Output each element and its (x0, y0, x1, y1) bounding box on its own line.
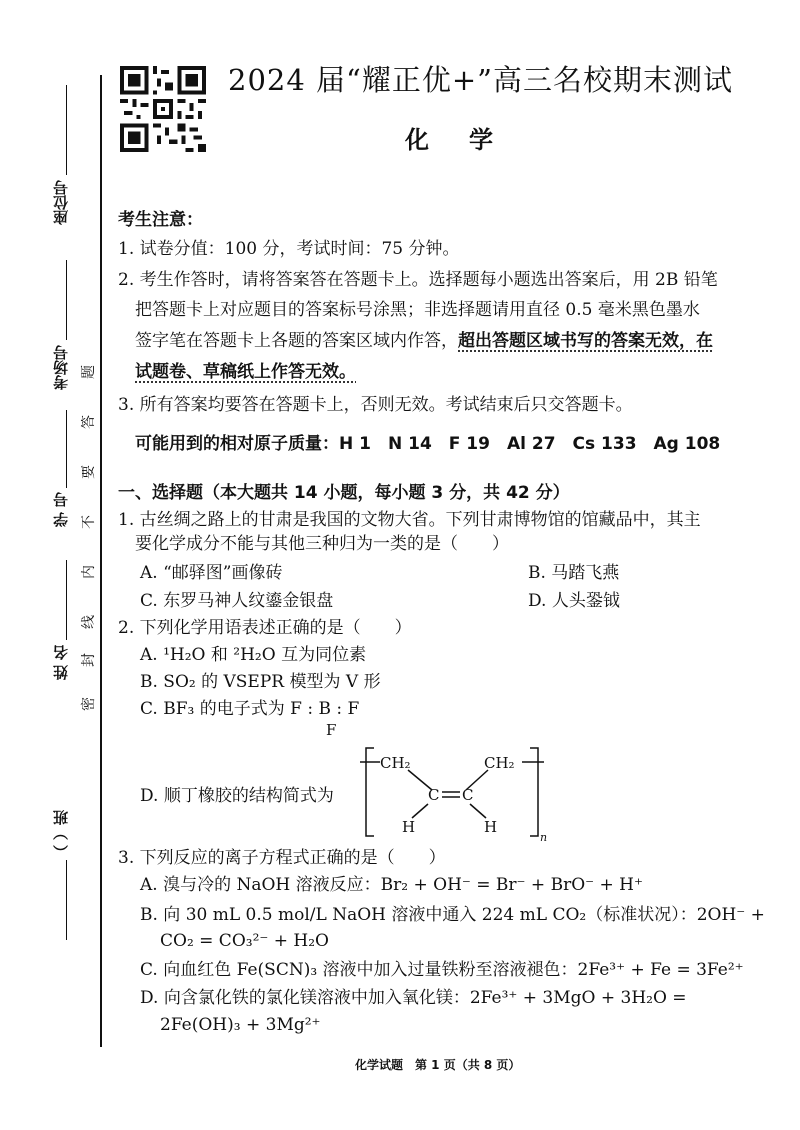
question-3-option-b-cont: CO₂ = CO₃²⁻ + H₂O (160, 931, 329, 951)
right-bracket (530, 748, 538, 836)
exam-room-rule (66, 260, 67, 340)
question-2-option-a: A. ¹H₂O 和 ²H₂O 互为同位素 (140, 645, 367, 665)
page-footer: 化学试题 第 1 页（共 8 页） (355, 1058, 521, 1072)
carbon-right: C (462, 786, 474, 804)
question-1-stem: 1. 古丝绸之路上的甘肃是我国的文物大省。下列甘肃博物馆的馆藏品中，其主 (118, 510, 701, 530)
seal-char: 封 (81, 653, 97, 667)
ch2-right: CH₂ (484, 754, 515, 772)
question-1-option-c: C. 东罗马神人纹鎏金银盘 (140, 591, 334, 611)
question-1-stem: 要化学成分不能与其他三种归为一类的是（ ） (135, 534, 509, 554)
class-rule (66, 860, 67, 940)
notice-item: 3. 所有答案均要答在答题卡上，否则无效。考试结束后只交答题卡。 (118, 395, 633, 415)
atomic-masses: 可能用到的相对原子质量：H 1 N 14 F 19 Al 27 Cs 133 Ag 108 (135, 434, 721, 454)
question-3-option-b: B. 向 30 mL 0.5 mol/L NaOH 溶液中通入 224 mL CO₂（标准状况）：2OH⁻ + (140, 905, 765, 925)
notice-emphasis: 试题卷、草稿纸上作答无效。 (135, 362, 356, 382)
seat-number-label: 座位号 (52, 180, 70, 225)
seal-char: 答 (81, 415, 97, 429)
student-number-rule (66, 410, 67, 488)
notice-heading: 考生注意： (118, 210, 203, 230)
question-1-option-b: B. 马踏飞燕 (528, 563, 620, 583)
bond-c-h-left (412, 804, 428, 818)
carbon-left: C (428, 786, 440, 804)
left-bracket (366, 748, 374, 836)
question-3-option-d: D. 向含氯化铁的氯化镁溶液中加入氧化镁：2Fe³⁺ + 3MgO + 3H₂O = (140, 988, 687, 1008)
question-3-option-a: A. 溴与冷的 NaOH 溶液反应：Br₂ + OH⁻ = Br⁻ + BrO⁻ + H⁺ (140, 875, 643, 895)
binding-line (100, 75, 102, 1047)
qr-code-icon (120, 66, 206, 152)
class-label: （ ）班 (52, 810, 70, 861)
bond-c-h-right (470, 804, 486, 818)
notice-text: 签字笔在答题卡上各题的答案区域内作答， (135, 331, 458, 351)
question-2-option-c: C. BF₃ 的电子式为 F : B : F (140, 699, 360, 719)
name-label: 姓 名 (52, 645, 70, 681)
notice-emphasis: 超出答题区域书写的答案无效，在 (458, 331, 713, 351)
notice-item: 2. 考生作答时，请将答案答在答题卡上。选择题每小题选出答案后，用 2B 铅笔 (118, 270, 718, 290)
question-2-option-b: B. SO₂ 的 VSEPR 模型为 V 形 (140, 672, 381, 692)
question-2-option-c-lone-f: F (326, 721, 337, 739)
question-2-stem: 2. 下列化学用语表述正确的是（ ） (118, 618, 412, 638)
seal-char: 题 (81, 365, 97, 379)
seal-char: 内 (81, 565, 97, 579)
notice-item (135, 329, 713, 353)
seat-number-rule (66, 85, 67, 175)
question-1-option-a: A. “邮驿图”画像砖 (140, 563, 283, 583)
seal-char: 要 (81, 465, 97, 479)
seal-char: 不 (81, 515, 97, 529)
ch2-left: CH₂ (380, 754, 411, 772)
notice-item: 1. 试卷分值：100 分，考试时间：75 分钟。 (118, 239, 460, 259)
question-1-option-d: D. 人头銎钺 (528, 591, 620, 611)
name-rule (66, 560, 67, 640)
exam-title: 2024 届“耀正优+”高三名校期末测试 (228, 63, 733, 97)
notice-item: 把答题卡上对应题目的答案标号涂黑；非选择题请用直径 0.5 毫米黑色墨水 (135, 300, 700, 320)
question-3-option-c: C. 向血红色 Fe(SCN)₃ 溶液中加入过量铁粉至溶液褪色：2Fe³⁺ + Fe = 3Fe²⁺ (140, 960, 744, 980)
subscript-n: n (540, 831, 548, 842)
hydrogen-left: H (402, 818, 416, 836)
polybutadiene-structure (360, 742, 550, 842)
seal-char: 密 (81, 697, 97, 711)
seal-char: 线 (81, 615, 97, 629)
section-title: 一、选择题（本大题共 14 小题，每小题 3 分，共 42 分） (118, 483, 570, 503)
question-3-stem: 3. 下列反应的离子方程式正确的是（ ） (118, 848, 446, 868)
hydrogen-right: H (484, 818, 498, 836)
subject-title: 化学 (405, 126, 533, 154)
question-2-option-d: D. 顺丁橡胶的结构简式为 (140, 786, 334, 806)
question-3-option-d-cont: 2Fe(OH)₃ + 3Mg²⁺ (160, 1015, 321, 1035)
exam-room-label: 考场号 (52, 345, 70, 390)
student-number-label: 学 号 (52, 492, 70, 528)
